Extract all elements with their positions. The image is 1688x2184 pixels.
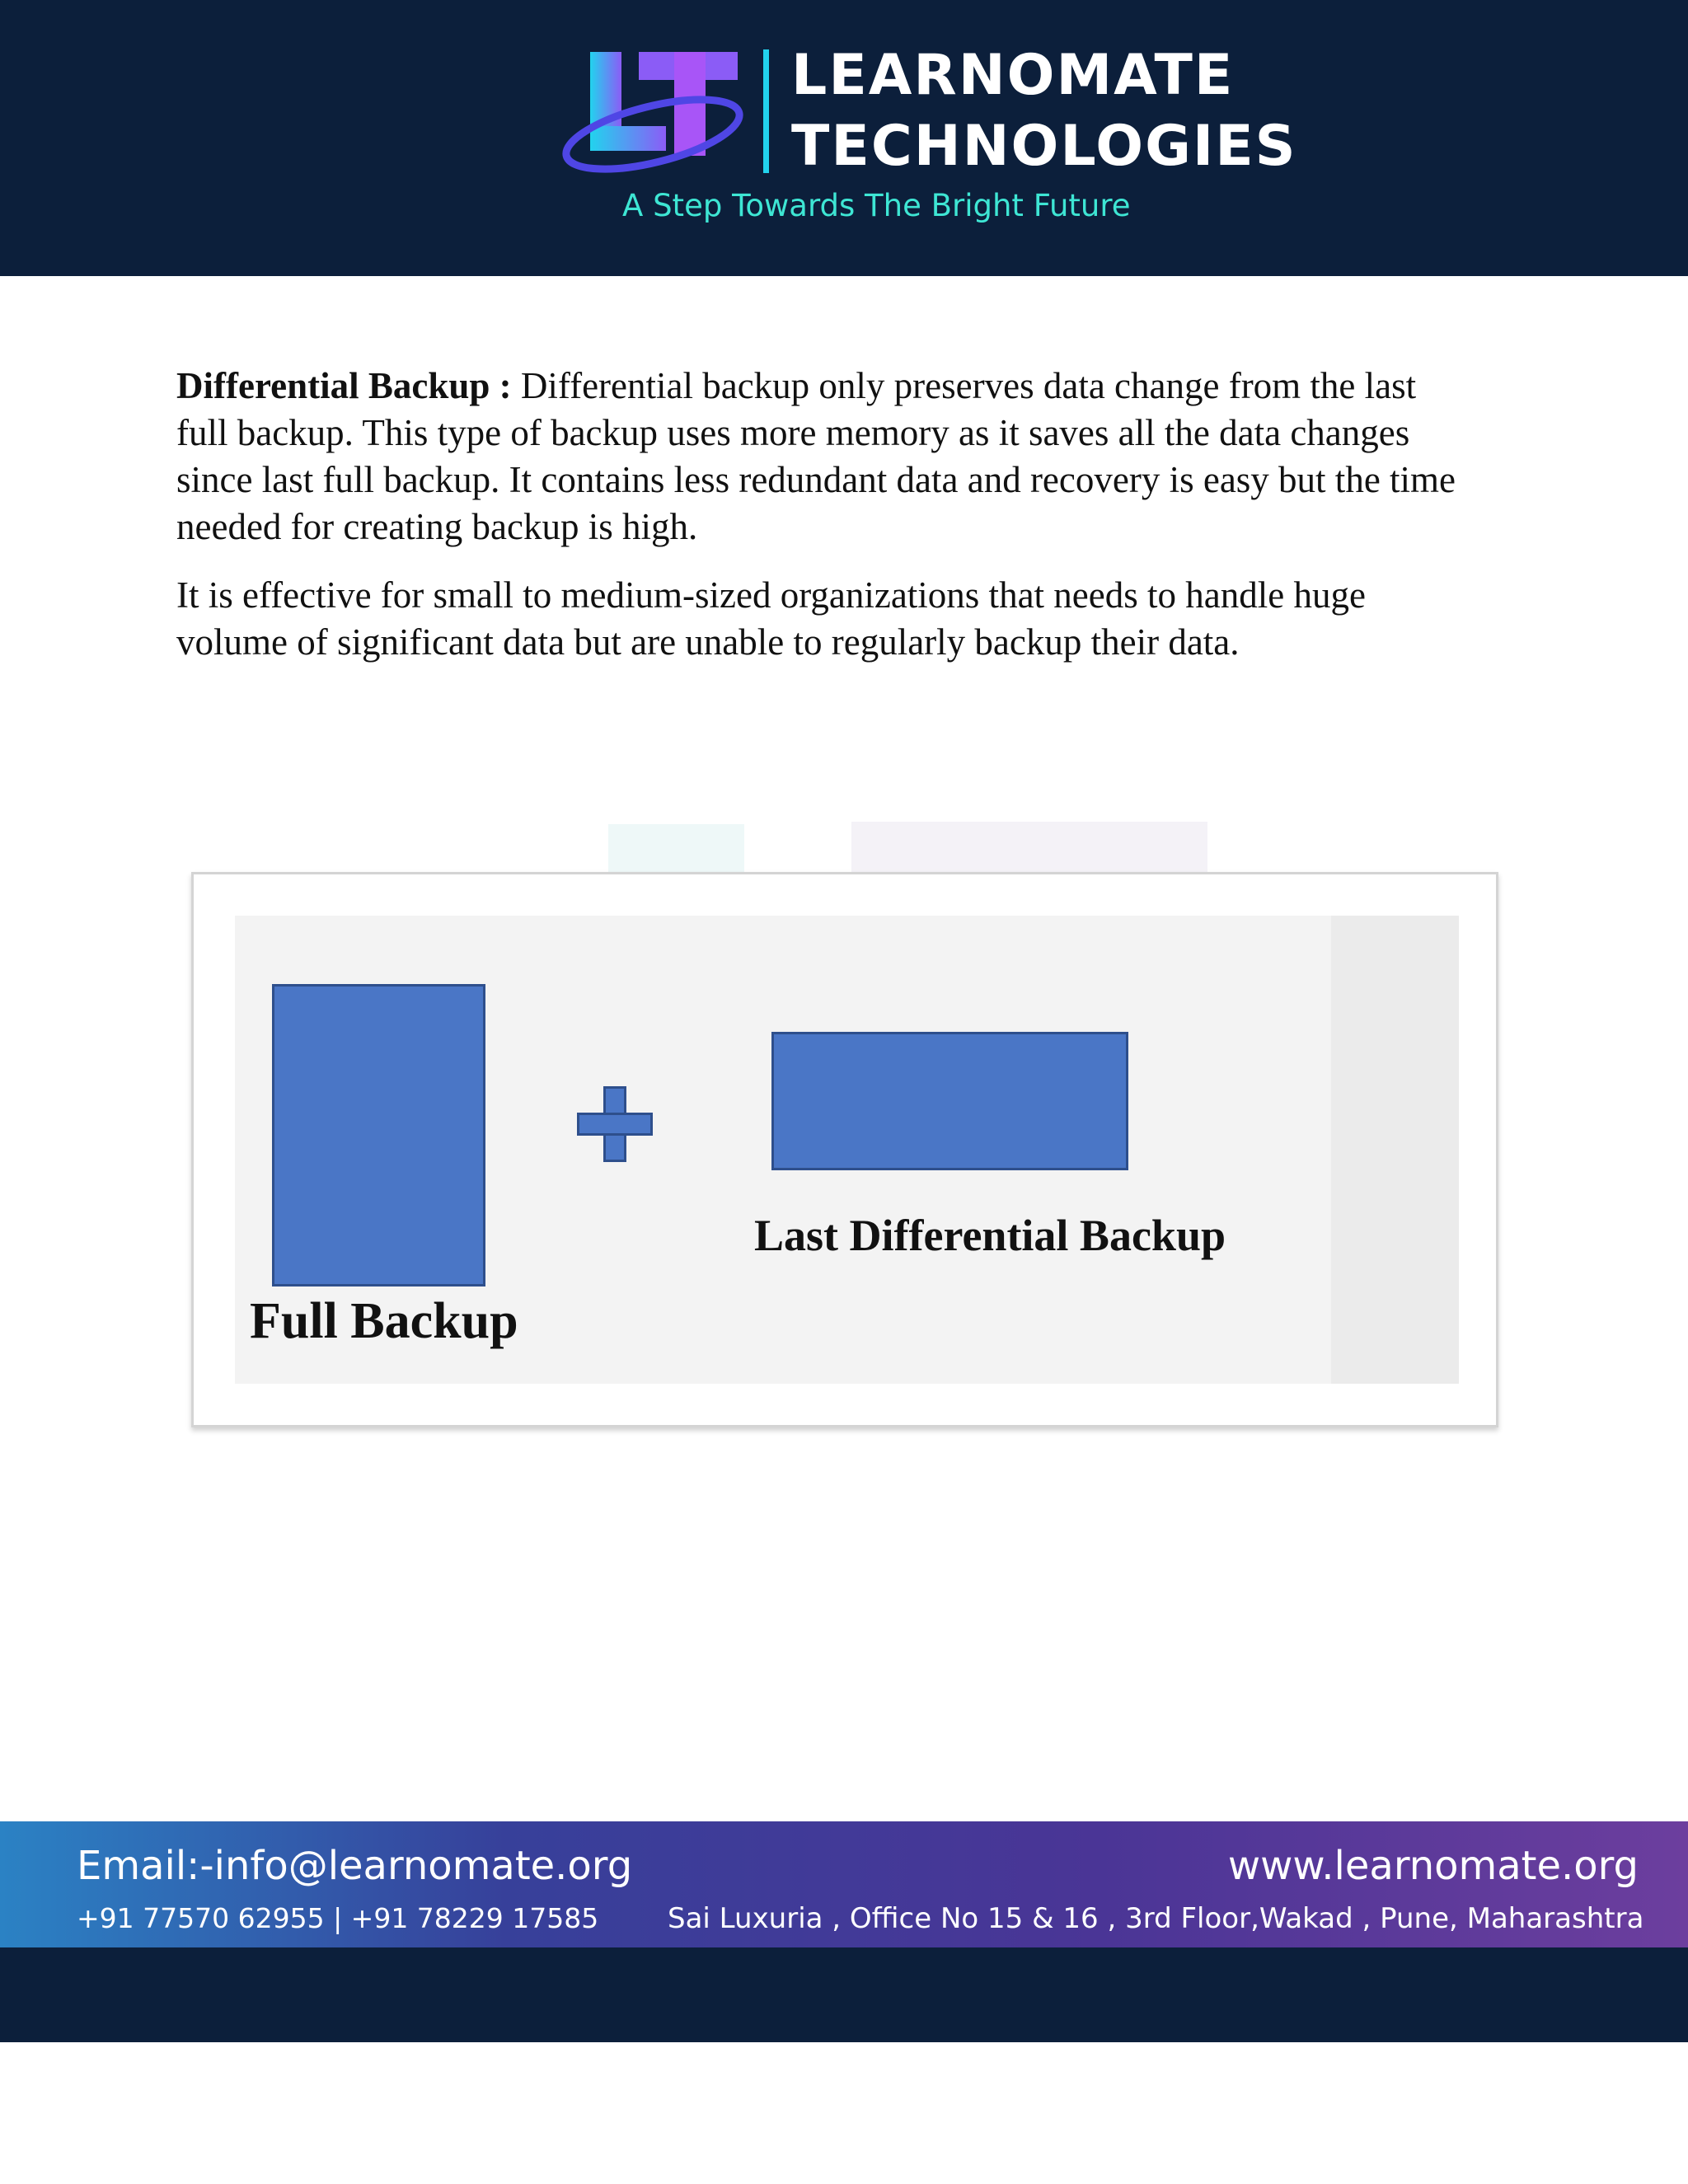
company-logo-icon [560, 45, 750, 185]
document-body [176, 363, 1462, 687]
footer-address: Sai Luxuria , Office No 15 & 16 , 3rd Floor,Wakad , Pune, Maharashtra [668, 1902, 1644, 1935]
header-banner [0, 0, 1688, 276]
plus-icon-center [606, 1115, 624, 1133]
term-heading: Differential Backup : [176, 365, 512, 406]
full-backup-block [272, 984, 485, 1286]
backup-diagram [191, 872, 1498, 1427]
diagram-canvas [235, 916, 1459, 1384]
full-backup-label: Full Backup [250, 1293, 518, 1349]
definition-text: Differential backup only preserves data change from the last full backup. This type of backup uses more memory as it saves all the data changes since last full backup. It contains less redundant data and recovery is easy but the time needed for creating backup is high. [176, 365, 1456, 547]
diagram-side-strip [1331, 916, 1459, 1384]
paragraph-usage: It is effective for small to medium-sized organizations that needs to handle huge volume of significant data but are unable to regularly backup their data. [176, 574, 1366, 663]
footer-website[interactable]: www.learnomate.org [1227, 1843, 1639, 1889]
paragraph-definition [176, 363, 1462, 551]
background-shape [608, 824, 744, 874]
footer-phone: +91 77570 62955 | +91 78229 17585 [77, 1902, 599, 1934]
brand-tagline: A Step Towards The Bright Future [622, 188, 1131, 223]
brand-name-line1: LEARNOMATE [791, 43, 1235, 108]
brand-name-line2: TECHNOLOGIES [791, 114, 1297, 179]
footer-email[interactable]: Email:-info@learnomate.org [77, 1843, 633, 1889]
differential-backup-block [771, 1032, 1128, 1170]
logo-divider [763, 49, 769, 173]
differential-backup-label: Last Differential Backup [754, 1211, 1226, 1260]
background-shape [851, 822, 1207, 874]
footer-contact-band [0, 1821, 1688, 1947]
footer-base-band [0, 1947, 1688, 2042]
